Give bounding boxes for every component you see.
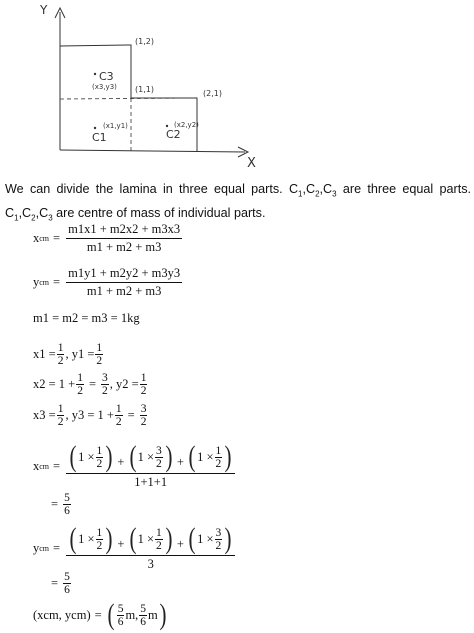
point-label-1-1: (1,1) <box>135 85 154 94</box>
c3-label: C3 <box>99 70 114 83</box>
lamina-sketch <box>0 0 474 175</box>
masses-equation: m1 = m2 = m3 = 1kg <box>33 311 140 325</box>
c2-coord-label: (x2,y2) <box>174 121 199 129</box>
xcm-result: = $\frac{5}{6}$ <box>51 492 70 517</box>
final-answer: (xcm, ycm) = ( $\frac{5}{6}$ m , $\frac{5}{6}$ m ) <box>33 598 167 631</box>
ycm-result: = $\frac{5}{6}$ <box>51 571 70 596</box>
axis-y-label: Y <box>40 3 48 17</box>
ycm-formula: y cm = $\frac{m1y1 + m2y2 + m3y3}{m1 + m2 + m3}$ <box>33 266 181 298</box>
xcm-substitution: x cm = ( 1 × $\frac{1}{2}$ ) + ( 1 × $\frac{3}{2}$ ) + ( 1 × $\frac{1}{2}$ ) 1+1+1 <box>33 442 237 490</box>
point-label-2-1: (2,1) <box>203 89 222 98</box>
c3-coord-label: (x3,y3) <box>92 83 117 91</box>
x1-y1-equation: x1 = $\frac{1}{2}$ , y1 = $\frac{1}{2}$ <box>33 342 103 367</box>
c1-label: C1 <box>92 131 107 144</box>
intro-paragraph: We can divide the lamina in three equal parts. $C_1,C_2,C_3$ are three equal parts. $C_1,C_2,C_3$ are centre of mass of individual parts. <box>5 182 471 223</box>
axis-x-label: X <box>247 156 256 171</box>
xcm-formula: x cm = $\frac{m1x1 + m2x2 + m3x3}{m1 + m2 + m3}$ <box>33 222 181 254</box>
x2-y2-equation: x2 = 1 + $\frac{1}{2}$ = $\frac{3}{2}$ , y2 = $\frac{1}{2}$ <box>33 372 147 397</box>
c2-label: C2 <box>166 128 181 141</box>
c1-coord-label: (x1,y1) <box>103 122 128 130</box>
ycm-substitution: y cm = ( 1 × $\frac{1}{2}$ ) + ( 1 × $\frac{1}{2}$ ) + ( 1 × $\frac{3}{2}$ ) 3 <box>33 524 237 572</box>
point-label-1-2: (1,2) <box>135 37 154 46</box>
x3-y3-equation: x3 = $\frac{1}{2}$ , y3 = 1 + $\frac{1}{2}$ = $\frac{3}{2}$ <box>33 403 147 428</box>
